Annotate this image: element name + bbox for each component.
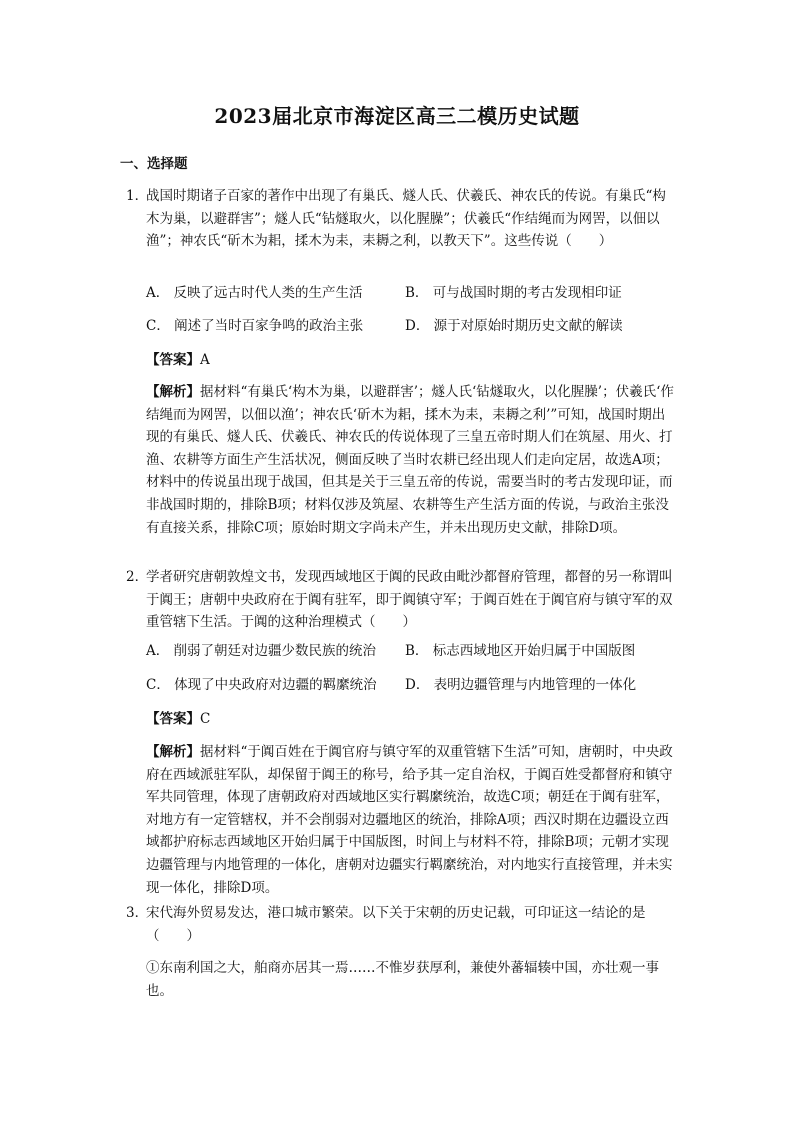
page-title: 2023届北京市海淀区高三二模历史试题: [214, 104, 580, 128]
answer-line: [146, 709, 210, 729]
analysis-text: 据材料“于阗百姓在于阗官府与镇守军的双重管辖下生活”可知，唐朝时，中央政府在西域派驻军队，却保留于阗王的称号，给予其一定自治权，于阗百姓受都督府和镇守军共同管理，体现了唐朝政府对西域地区实行羁縻统治，故选C项；朝廷在于阗有驻军，对地方有一定管辖权，并不会削弱对边疆地区的统治，排除A项；西汉时期在边疆设立西域都护府标志西域地区开始归属于中国版图，时间上与材料不符，排除B项；元朝才实现边疆管理与内地管理的一体化，唐朝对边疆实行羁縻统治，对内地实行直接管理，并未实现一体化，排除D项。: [146, 744, 673, 896]
analysis-label: 【解析】: [146, 384, 200, 400]
answer-label: 【答案】: [146, 352, 200, 368]
answer-line: [146, 350, 210, 370]
option-a: A． 削弱了朝廷对边疆少数民族的统治: [146, 643, 377, 659]
question-3: [128, 902, 673, 947]
question-2: [128, 566, 673, 634]
question-stem: 学者研究唐朝敦煌文书，发现西域地区于阗的民政由毗沙都督府管理，都督的另一称谓叫于阗王；唐朝中央政府在于阗有驻军，即于阗镇守军；于阗百姓在于阗官府与镇守军的双重管辖下生活。于阗的这种治理模式（ ）: [146, 569, 673, 630]
analysis-label: 【解析】: [146, 744, 200, 760]
question-1: [128, 185, 673, 253]
question-number: 3．: [126, 905, 149, 921]
question-number: 1．: [126, 188, 149, 204]
analysis-block: [146, 741, 676, 899]
answer-value: C: [200, 711, 211, 727]
section-heading: 一、选择题: [120, 156, 188, 172]
question-stem: 战国时期诸子百家的著作中出现了有巢氏、燧人氏、伏羲氏、神农氏的传说。有巢氏“构木为巢，以避群害”；燧人氏“钻燧取火，以化腥臊”；伏羲氏“作结绳而为网罟，以佃以渔”；神农氏“斫木为耜，揉木为耒，耒耨之利，以教天下”。这些传说（ ）: [146, 188, 666, 249]
option-b: B． 标志西域地区开始归属于中国版图: [405, 643, 636, 659]
question-number: 2．: [126, 569, 149, 585]
question-stem: 宋代海外贸易发达，港口城市繁荣。以下关于宋朝的历史记载，可印证这一结论的是（ ）: [146, 905, 646, 944]
option-c: C． 体现了中央政府对边疆的羁縻统治: [146, 677, 377, 693]
analysis-block: [146, 381, 676, 539]
answer-label: 【答案】: [146, 711, 200, 727]
option-a: A． 反映了远古时代人类的生产生活: [146, 285, 363, 301]
answer-value: A: [200, 352, 210, 368]
option-b: B． 可与战国时期的考古发现相印证: [405, 285, 622, 301]
option-d: D． 源于对原始时期历史文献的解读: [405, 318, 623, 334]
analysis-text: 据材料“有巢氏‘构木为巢，以避群害’；燧人氏‘钻燧取火，以化腥臊’；伏羲氏‘作结绳而为网罟，以佃以渔’；神农氏‘斫木为耜，揉木为耒，耒耨之利’”可知，战国时期出现的有巢氏、燧人氏、伏羲氏、神农氏的传说体现了三皇五帝时期人们在筑屋、用火、打渔、农耕等方面生产生活状况，侧面反映了当时农耕已经出现人们走向定居，故选A项；材料中的传说虽出现于战国，但其是关于三皇五帝的传说，需要当时的考古发现印证，而非战国时期的，排除B项；材料仅涉及筑屋、农耕等生产生活方面的传说，与政治主张没有直接关系，排除C项；原始时期文字尚未产生，并未出现历史文献，排除D项。: [146, 384, 674, 536]
option-c: C． 阐述了当时百家争鸣的政治主张: [146, 318, 364, 334]
source-quote: ①东南利国之大，舶商亦居其一焉……不惟岁获厚利，兼使外蕃辐辏中国，亦壮观一事也。: [146, 960, 659, 999]
option-d: D． 表明边疆管理与内地管理的一体化: [405, 677, 637, 693]
